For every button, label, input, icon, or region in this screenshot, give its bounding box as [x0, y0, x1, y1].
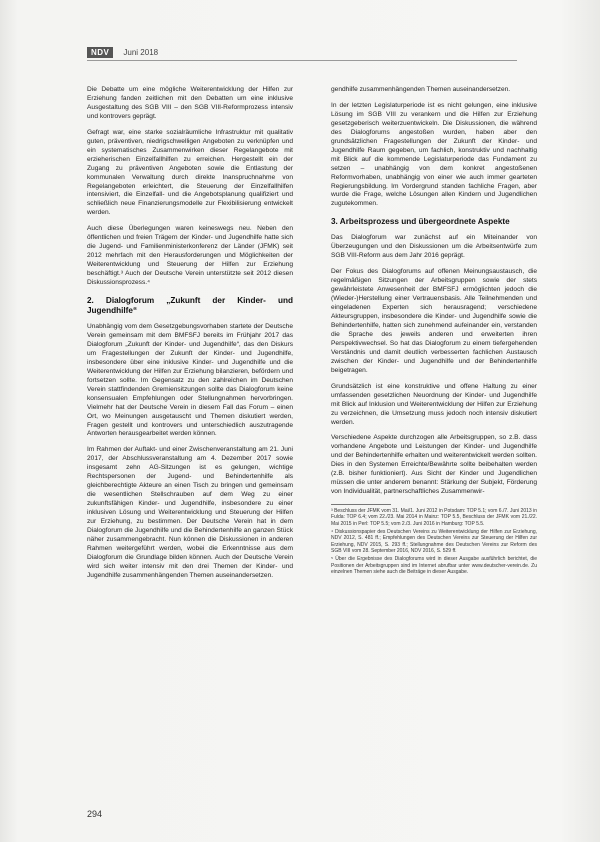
issue-date: Juni 2018	[123, 47, 159, 57]
paragraph: Grundsätzlich ist eine konstruktive und offene Haltung zu einer umfassenden gesetzlichen Neuordnung der Kinder- und Jugendhilfe mit Blick auf Inklusion und Weiterentwicklung der Hilfen zur Erziehung zu verzeichnen, die Umsetzung muss jedoch noch intensiv diskutiert werden.	[331, 382, 537, 426]
paragraph: Der Fokus des Dialogforums auf offenen Meinungsaustausch, die regelmäßigen Sitzungen der Arbeitsgruppen sowie der stets gewährleistete Anwesenheit der BMFSFJ ermöglichten jedoch die (Wieder-)Herstellung einer Vertrauensbasis. Alle Teilnehmenden und eingeladenen Experten sich herausragend; verschiedene Akteursgruppen, insbesondere die Kinder- und Jugendhilfe sowie die Behindertenhilfe, hatten sich zunehmend aufeinander ein, verstanden die Sprache des jeweils anderen und erweiterten ihren Perspektivwechsel. So hat das Dialogforum zu einem tiefergehenden Verständnis und damit deutlich verbesserten fachlichen Austausch zwischen der Kinder- und Jugendhilfe und der Behindertenhilfe beigetragen.	[331, 268, 537, 374]
section-heading: 3. Arbeitsprozess und übergeordnete Aspekte	[331, 217, 510, 227]
paragraph: In der letzten Legislaturperiode ist es nicht gelungen, eine inklusive Lösung im SGB VIII zu verankern und die Hilfen zur Erziehung gesetzgeberisch weiterzuentwickeln. Die Diskussionen, die während des Dialogforums angestoßen wurden, haben aber den grundsätzlichen Fragestellungen der Zukunft der Kinder- und Jugendhilfe Raum gegeben, um fachlich, konstruktiv und nachhaltig mit Blick auf die kommende Legislaturperiode das Fundament zu setzen – unabhängig von dem konkret angestoßenen Reformvorhaben, unabhängig von einer wie auch immer gearteten Regierungsbildung. Im Vordergrund standen fachliche Fragen, aber wurde die Frage, welche Lösungen allen Kindern und Jugendlichen zugutekommen.	[331, 101, 537, 208]
journal-badge: NDV	[87, 47, 113, 58]
header-rule	[87, 60, 517, 61]
running-header	[87, 45, 517, 59]
page-number: 294	[87, 809, 103, 819]
paragraph: Die Debatte um eine mögliche Weiterentwicklung der Hilfen zur Erziehung fanden zeitlichen mit den Debatten um eine inklusive Ausgestaltung des SGB VIII – den SGB VIII-Reformprozess intensiv und kontrovers geprägt.	[87, 86, 293, 120]
footnote: ³ Beschluss der JFMK vom 31. Mai/1. Juni 2012 in Potsdam: TOP 5.1; vom 6./7. Juni 2013 in Fulda: TOP 6.4; vom 22./23. Mai 2014 in Mainz: TOP 5.5, Beschluss der JFMK vom 21./22. Mai 2015 in Perl: TOP 5.5; vom 2./3. Juni 2016 in Hamburg: TOP 5.5.	[331, 508, 537, 527]
footnotes	[331, 508, 537, 575]
paragraph: Verschiedene Aspekte durchzogen alle Arbeitsgruppen, so z.B. dass vorhandene Angebote und Leistungen der Kinder- und Jugendhilfe und der Behindertenhilfe erhalten und weiterentwickelt werden sollten. Dies in den Systemen Erreichte/Bewährte sollte beibehalten werden (z.B. bisher funktioniert). Aus Sicht der Kinder und Jugendlichen müssen die unter anderem benannt: Stärkung der Subjekt, Förderung von Individualität, partnerschaftliches Zusammenwir-	[331, 434, 537, 496]
paragraph: Im Rahmen der Auftakt- und einer Zwischenveranstaltung am 21. Juni 2017, der Abschlussveranstaltung am 4. Dezember 2017 sowie insgesamt zehn AG-Sitzungen ist es gelungen, wichtige Rechtspersonen der Jugend- und Behindertenhilfe als gleichberechtigte Akteure an einen Tisch zu bringen und gemeinsam die wesentlichen Stellschrauben auf dem Weg zu einer zukunftsfähigen Kinder- und Jugendhilfe, insbesondere zu einer inklusiven Lösung und Weiterentwicklung und Steuerung der Hilfen zur Erziehung, zu bestimmen. Der Deutsche Verein hat in dem Dialogforum die Jugendhilfe und die Behindertenhilfe an ganzen Stück näher zusammengebracht. Nun können die Diskussionen in anderen Rahmen weitergeführt werden, wobei die Erkenntnisse aus dem Dialogforum die Grundlage bilden können. Auch der Deutsche Verein wird sich weiter intensiv mit den drei Themen der Kinder- und Jugendhilfe zusammenhängenden Themen auseinandersetzen.	[87, 446, 293, 579]
right-column	[331, 86, 537, 577]
left-column	[87, 86, 293, 588]
paragraph: Gefragt war, eine starke sozialräumliche Infrastruktur mit qualitativ guten, präventiven, niedrigschwelligen Angeboten zu verknüpfen und ein systematisches Zusammenwirken dieser Regelangebote mit erzieherischen Einzelfallhilfen zu erreichen. Hergestellt ein der Zugang zu präventiven Angeboten sowie die Entlastung der kommunalen Verwaltung durch direkte Inanspruchnahme von Regelangeboten erleichtert, die Steuerung der Einzelfallhilfen intensiviert, die Einzelfall- und die Angebotsplanung qualifiziert und schließlich neue Finanzierungsmodelle zur Flexibilisierung entwickelt werden.	[87, 128, 293, 217]
footnote: ⁴ Diskussionspapier des Deutschen Vereins zu Weiterentwicklung der Hilfen zur Erziehung, NDV 2012, S. 481 ff.; Empfehlungen des Deutschen Vereins zur Steuerung der Hilfen zur Erziehung, NDV 2015, S. 293 ff.; Stellungnahme des Deutschen Vereins zur Reform des SGB VIII vom 28. September 2016, NDV 2016, S. 529 ff.	[331, 529, 537, 554]
paragraph: Das Dialogforum war zunächst auf ein Miteinander von Überzeugungen und den Diskussionen um die Arbeitsentwürfe zum SGB VIII-Reform aus dem Jahr 2016 geprägt.	[331, 234, 537, 260]
paragraph: Auch diese Überlegungen waren keineswegs neu. Neben den öffentlichen und freien Trägern der Kinder- und Jugendhilfe hatte sich die Jugend- und Familienministerkonferenz der Länder (JFMK) seit 2012 mehrfach mit den Herausforderungen und Möglichkeiten der Weiterentwicklung und Steuerung der Hilfen zur Erziehung beschäftigt.³ Auch der Deutsche Verein unterstützte seit 2012 diesen Diskussionsprozess.⁴	[87, 225, 293, 287]
footnote: ⁵ Über die Ergebnisse des Dialogforums wird in dieser Ausgabe ausführlich berichtet, die Positionen der Arbeitsgruppen sind im Internet abrufbar unter www.deutscher-verein.de. Zu einzelnen Themen siehe auch die Beiträge in dieser Ausgabe.	[331, 556, 537, 575]
section-heading: 2. Dialogforum „Zukunft der Kinder- und Jugendhilfe“	[87, 296, 293, 316]
footnote-rule	[331, 504, 391, 505]
paragraph: Unabhängig vom dem Gesetzgebungsvorhaben startete der Deutsche Verein gemeinsam mit dem BMFSFJ bereits im Frühjahr 2017 das Dialogforum „Zukunft der Kinder- und Jugendhilfe“, das den Diskurs um Fragestellungen der Zukunft der Kinder- und Jugendhilfe, insbesondere über eine inklusive Kinder- und Jugendhilfe und die Weiterentwicklung der Hilfen zur Erziehung bilanzieren, befördern und fortsetzen sollte. Im Gegensatz zu den zahlreichen im Deutschen Verein stattfindenden Gremiensitzungen sollte das Dialogforum keine konsensualen Empfehlungen oder Stellungnahmen hervorbringen. Vielmehr hat der Deutsche Verein in diesem Fall das Forum – einen Ort, wo Meinungen ausgetauscht und Themen diskutiert werden, Fragen gestellt und kontrovers und unterschiedlich auszutragende Antworten herausgearbeitet werden können.	[87, 323, 293, 438]
paragraph: gendhilfe zusammenhängenden Themen auseinandersetzen.	[331, 86, 511, 93]
